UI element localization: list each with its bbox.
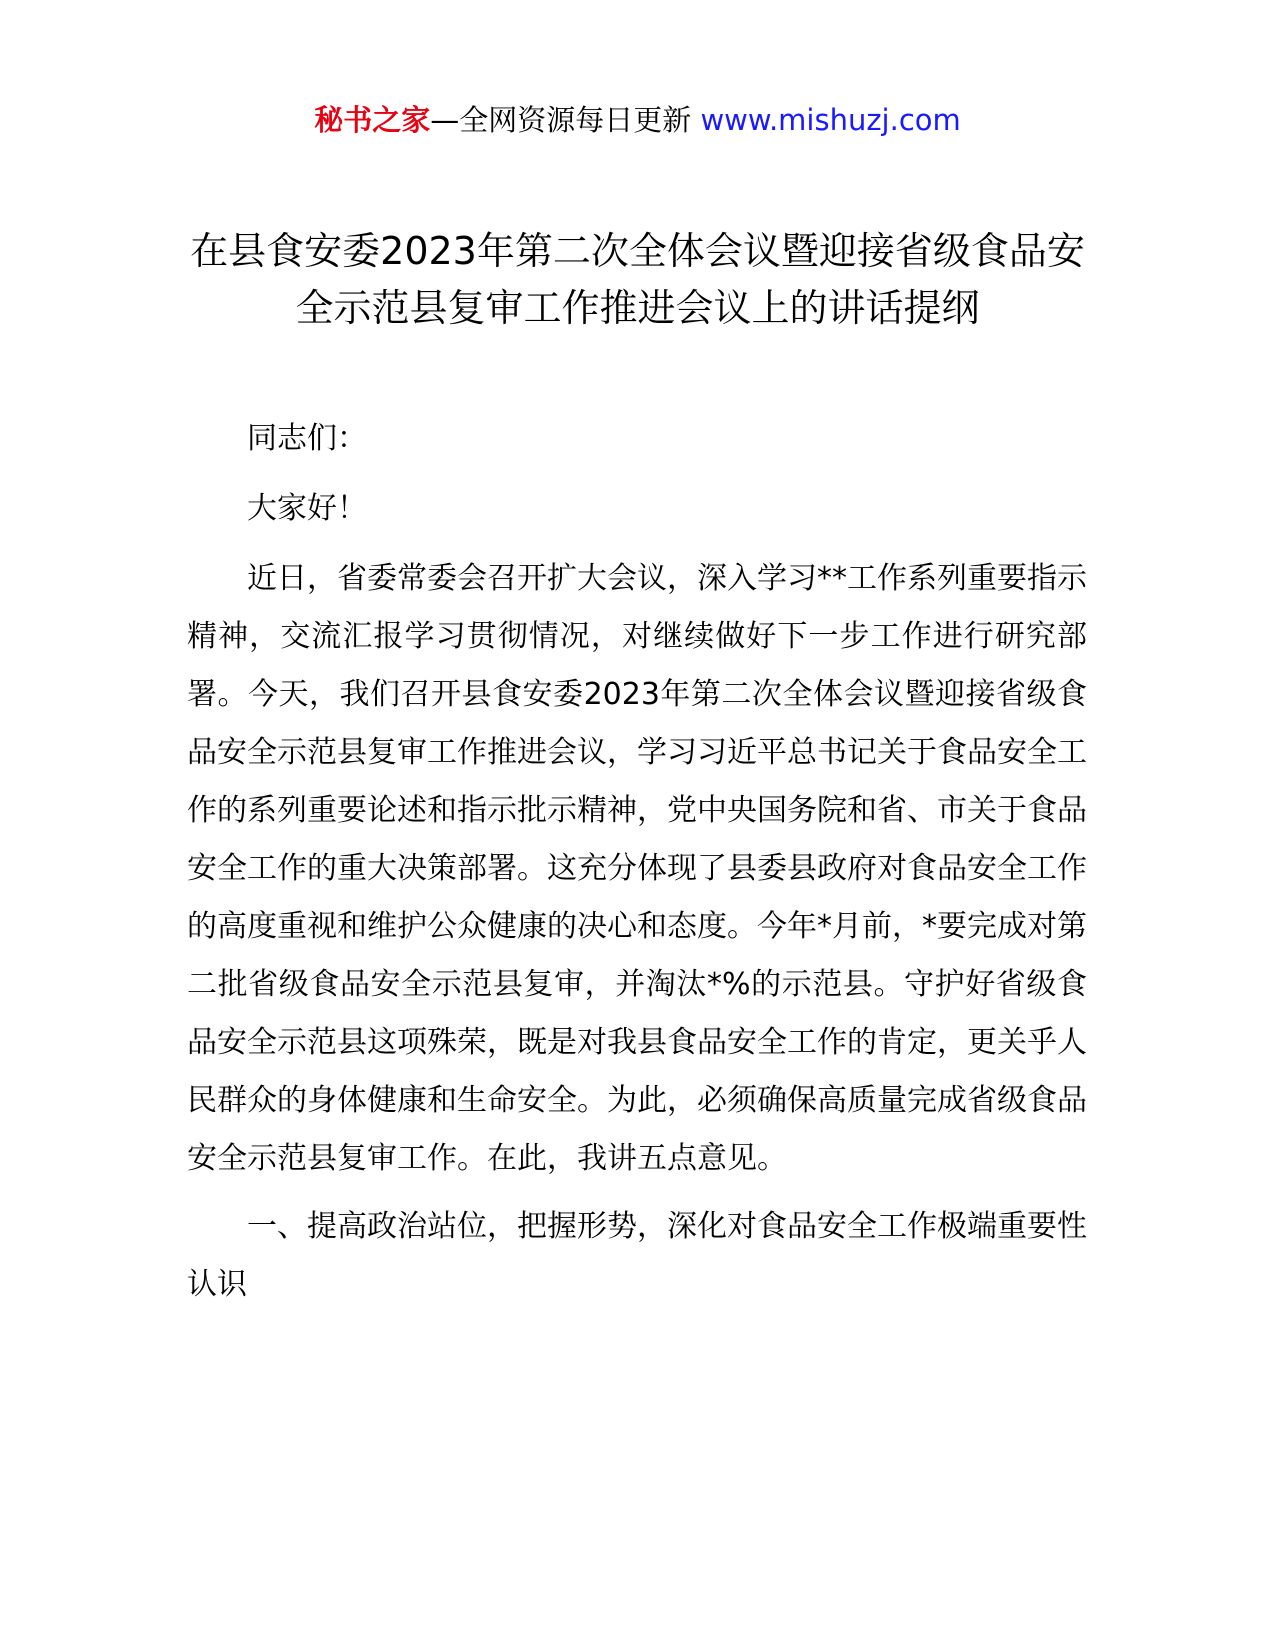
site-header: [0, 100, 1275, 140]
greeting-comrades: 同志们：: [247, 421, 367, 456]
greeting-hello: 大家好！: [247, 491, 367, 526]
website-link[interactable]: www.mishuzj.com: [700, 103, 961, 137]
brand-name: 秘书之家: [314, 103, 431, 137]
intro-paragraph: 近日，省委常委会召开扩大会议，深入学习**工作系列重要指示精神，交流汇报学习贯彻情况，对继续做好下一步工作进行研究部署。今天，我们召开县食安委2023年第二次全体会议暨迎接省级食品安全示范县复审工作推进会议，学习习近平总书记关于食品安全工作的系列重要论述和指示批示精神，党中央国务院和省、市关于食品安全工作的重大决策部署。这充分体现了县委县政府对食品安全工作的高度重视和维护公众健康的决心和态度。今年*月前，*要完成对第二批省级食品安全示范县复审，并淘汰*%的示范县。守护好省级食品安全示范县这项殊荣，既是对我县食品安全工作的肯定，更关乎人民群众的身体健康和生命安全。为此，必须确保高质量完成省级食品安全示范县复审工作。在此，我讲五点意见。: [187, 561, 1087, 1176]
section-heading-1: 一、提高政治站位，把握形势，深化对食品安全工作极端重要性认识: [187, 1209, 1087, 1302]
header-tagline: —全网资源每日更新: [430, 103, 701, 137]
document-body: [187, 410, 1087, 1324]
document-title: 在县食安委2023年第二次全体会议暨迎接省级食品安全示范县复审工作推进会议上的讲话提纲: [190, 229, 1085, 330]
